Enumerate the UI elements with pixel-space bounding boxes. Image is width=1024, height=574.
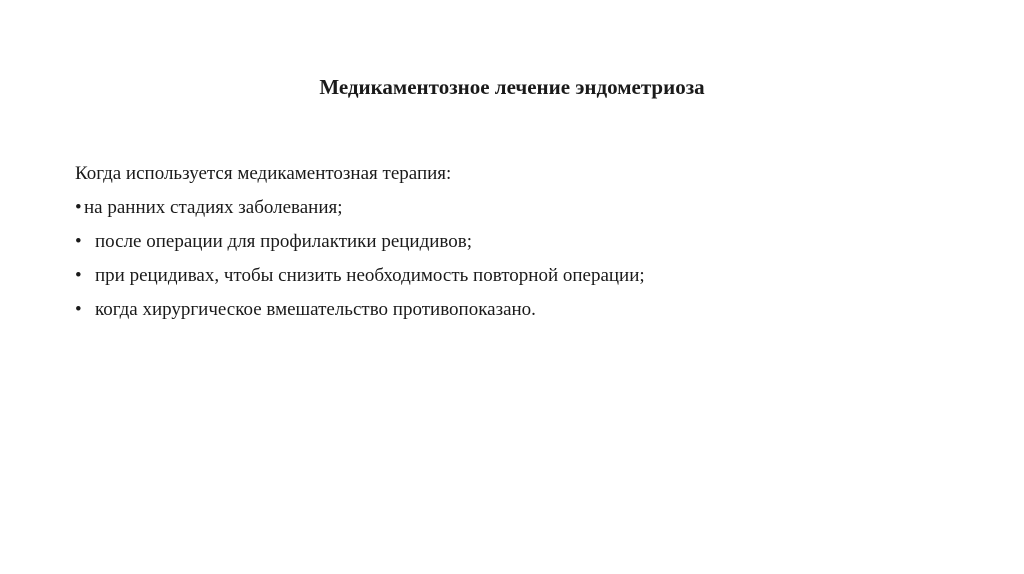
list-item-text: после операции для профилактики рецидивов;: [95, 231, 473, 252]
list-item: [75, 259, 955, 293]
list-item: [75, 225, 955, 259]
list-item-text: на ранних стадиях заболевания;: [84, 197, 343, 218]
slide-title: Медикаментозное лечение эндометриоза: [319, 75, 705, 99]
list-item: [75, 293, 955, 327]
bullet-icon: •: [75, 231, 82, 252]
bullet-icon: •: [75, 197, 82, 218]
list-item: [75, 191, 955, 225]
bullet-list: [75, 191, 955, 327]
list-item-text: при рецидивах, чтобы снизить необходимость повторной операции;: [95, 265, 645, 286]
list-item-text: когда хирургическое вмешательство противопоказано.: [95, 299, 536, 320]
slide-content: [75, 157, 955, 327]
intro-text: Когда используется медикаментозная терапия:: [75, 163, 452, 184]
bullet-icon: •: [75, 299, 82, 320]
bullet-icon: •: [75, 265, 82, 286]
